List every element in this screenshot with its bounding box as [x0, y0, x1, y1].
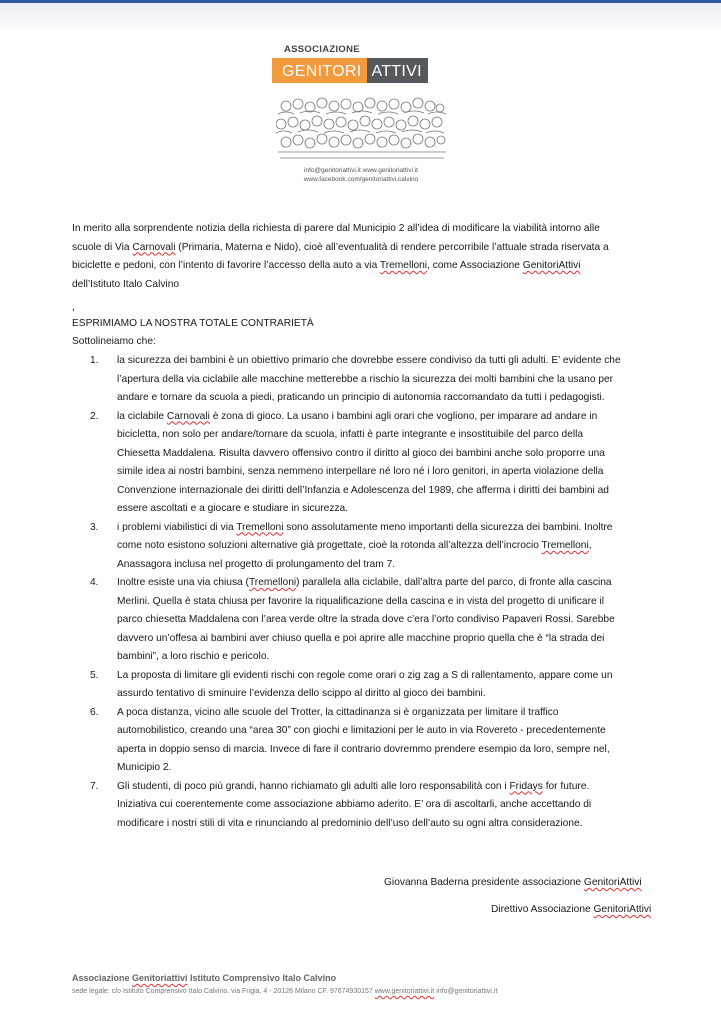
item-line: bambini”, a loro rischio e pericolo. — [117, 651, 270, 662]
item-line — [117, 519, 670, 538]
list-item — [90, 704, 670, 778]
logo-name-left: GENITORI — [272, 58, 367, 83]
footer-email-link[interactable]: info@genitoriattivi.it — [434, 988, 498, 995]
logo-association-label: ASSOCIAZIONE — [284, 44, 360, 55]
item-line: Convenzione internazionale dei diritti dell’Infanzia e Adolescenza del 1989, che afferma i diritti dei bambini ad — [117, 484, 609, 496]
item-line: modificare i nostri stili di vita e rinunciando al predominio dell’uso dell’auto su ogni altra considerazione. — [117, 817, 583, 829]
item-line — [117, 778, 670, 797]
item-line — [117, 408, 670, 427]
intro-line — [72, 257, 672, 276]
logo-name-bar — [272, 58, 428, 83]
footer-title — [72, 973, 336, 983]
signature-board — [491, 904, 651, 915]
list-item — [90, 778, 670, 834]
item-text: Carnovali — [166, 410, 210, 422]
footer-text: Genitoriattivi — [132, 973, 188, 983]
intro-paragraph — [72, 220, 672, 294]
item-text: Fridays — [509, 780, 543, 792]
intro-line — [72, 239, 672, 258]
list-item — [90, 519, 670, 575]
item-text: Gli studenti, di poco più grandi, hanno richiamato gli adulti alle loro responsabilità con i — [117, 780, 510, 792]
item-text: Tremelloni — [236, 521, 284, 533]
item-number: 4. — [90, 577, 99, 588]
item-line: essere ascoltati e a giocare e studiare in sicurezza. — [117, 503, 349, 514]
signature-text: GenitoriAttivi — [593, 904, 652, 915]
list-item — [90, 408, 670, 519]
list-item — [90, 574, 670, 667]
footer-text: sede legale: c/o Istituto Comprensivo Italo Calvino, via Frigia, 4 - 20126 Milano CF. 97674930157 — [72, 988, 375, 995]
item-line: Chiesetta Maddalena. Risulta davvero offensivo contro il diritto al gioco dei bambini anche solo proporre una — [117, 447, 605, 459]
stray-comma: , — [72, 302, 75, 313]
item-text: , — [588, 540, 592, 551]
item-number: 5. — [90, 669, 99, 681]
signature-text: GenitoriAttivi — [583, 877, 642, 888]
item-text: ) parallela alla ciclabile, dall’altra parte del parco, di fronte alla cascina — [296, 577, 612, 588]
item-line: aperta in doppio senso di marcia. Invece di fare il contrario dovremmo prendere esempio da loro, sempre nel, — [117, 743, 610, 755]
item-text: come noto esistono soluzioni alternative già progettate, cioè la rotonda all’altezza dell’incrocio — [117, 540, 542, 551]
logo-contacts — [276, 166, 446, 184]
item-line: automobilistico, creando una “area 30” con giochi e limitazioni per le auto in via Rovereto - precedentemente — [117, 725, 606, 736]
item-text: è zona di gioco. La usano i bambini agli orari che vogliono, per imparare ad andare in — [209, 410, 598, 422]
item-text: i problemi viabilistici di via — [117, 521, 237, 533]
item-line: parco chiesetta Maddalena con l’area verde oltre la strada dove c’era l’orto condiviso Papaveri Rossi. Sarebbe — [117, 614, 615, 625]
footer-text: Associazione — [72, 973, 133, 983]
item-line: Merlini. Quella è stata chiusa per favorire la riqualificazione della cascina e in vista del progetto di unificare il — [117, 595, 604, 607]
logo-facebook: www.facebook.com/genitoriattivi.calvino — [303, 176, 419, 183]
signature-president — [384, 877, 642, 888]
statement-heading: ESPRIMIAMO LA NOSTRA TOTALE CONTRARIETÀ — [72, 318, 314, 329]
intro-text: scuole di Via — [72, 241, 133, 253]
signature-text: Giovanna Baderna presidente associazione — [384, 877, 584, 888]
points-list — [90, 352, 670, 833]
item-text: Tremelloni — [248, 577, 297, 588]
item-number: 1. — [90, 355, 99, 366]
item-line: davvero un’offesa ai bambini aver chiuso quella e poi aprire alle macchine proprio quella che è “la strada dei — [117, 632, 605, 644]
item-text: Tremelloni — [541, 540, 589, 551]
item-text: for future. — [542, 780, 590, 792]
list-item — [90, 667, 670, 704]
footer-text: Istituto Comprensivo Italo Calvino — [187, 973, 337, 983]
signature-text: Direttivo Associazione — [491, 904, 594, 915]
item-line: La proposta di limitare gli evidenti rischi con regole come orari o zig zag a S di rallentamento, appare come un — [117, 669, 613, 681]
item-line: la sicurezza dei bambini è un obiettivo primario che dovrebbe essere condiviso da tutti gli adulti. E’ evidente che — [117, 355, 621, 366]
item-line: Iniziativa cui coerentemente come associazione abbiamo aderito. E’ ora di ascoltarli, anche accettando di — [117, 799, 592, 810]
logo-name-right: ATTIVI — [367, 58, 427, 83]
intro-text: (Primaria, Materna e Nido), cioè all’eventualità di rendere percorribile l’attuale strada riservata a — [175, 241, 609, 253]
footer-website-link[interactable]: www.genitoriattivi.it — [374, 988, 435, 995]
item-line: simile idea ai nostri bambini, senza nemmeno interpellare né loro né i loro genitori, in aperta violazione della — [117, 466, 604, 477]
intro-line: In merito alla sorprendente notizia della richiesta di parere dal Municipio 2 all’idea di modificare la viabilità intorno alle — [72, 223, 600, 234]
footer-address — [72, 988, 497, 995]
logo-email-site: info@genitoriattivi.it www.genitoriattivi.it — [304, 167, 418, 174]
intro-text: Tremelloni — [379, 260, 428, 271]
item-text: la ciclabile — [117, 410, 167, 422]
item-line: andare e tornare da scuola a piedi, praticando un principio di autonomia raccomandato da tutti i pedagogisti. — [117, 392, 605, 403]
item-number: 7. — [90, 780, 99, 792]
intro-text: GenitoriAttivi — [522, 260, 581, 271]
item-text: Inoltre esiste una via chiusa ( — [117, 577, 249, 588]
item-line — [117, 574, 670, 593]
item-text: sono assolutamente meno importanti della sicurezza dei bambini. Inoltre — [283, 521, 613, 533]
list-item — [90, 352, 670, 408]
item-line: l’apertura della via ciclabile alle macchine metterebbe a rischio la sicurezza dei molti bambini che la usano per — [117, 373, 614, 385]
item-number: 2. — [90, 410, 99, 422]
intro-text: , come Associazione — [427, 260, 523, 271]
intro-text: biciclette e pedoni, con l’intento di favorire l’accesso della auto a via — [72, 260, 380, 271]
crowd-illustration — [276, 94, 448, 164]
intro-text: Carnovali — [132, 241, 176, 253]
item-number: 6. — [90, 706, 99, 718]
item-line: Anassagora inclusa nel progetto di prolungamento del tram 7. — [117, 558, 396, 570]
item-line: bicicletta, non solo per andare/tornare da scuola, infatti è parte integrante e insostituibile del parco della — [117, 429, 584, 440]
item-line: A poca distanza, vicino alle scuole del Trotter, la cittadinanza si è organizzata per limitare il traffico — [117, 706, 559, 718]
intro-line: dell’Istituto Italo Calvino — [72, 278, 180, 290]
item-number: 3. — [90, 521, 99, 533]
statement-subheading: Sottolineiamo che: — [72, 336, 156, 347]
item-line — [117, 537, 670, 556]
item-line: assurdo tentativo di sminuire l’evidenza dello scippo al diritto al gioco dei bambini. — [117, 688, 486, 699]
item-line: Municipio 2. — [117, 762, 172, 773]
top-shade — [0, 3, 721, 33]
